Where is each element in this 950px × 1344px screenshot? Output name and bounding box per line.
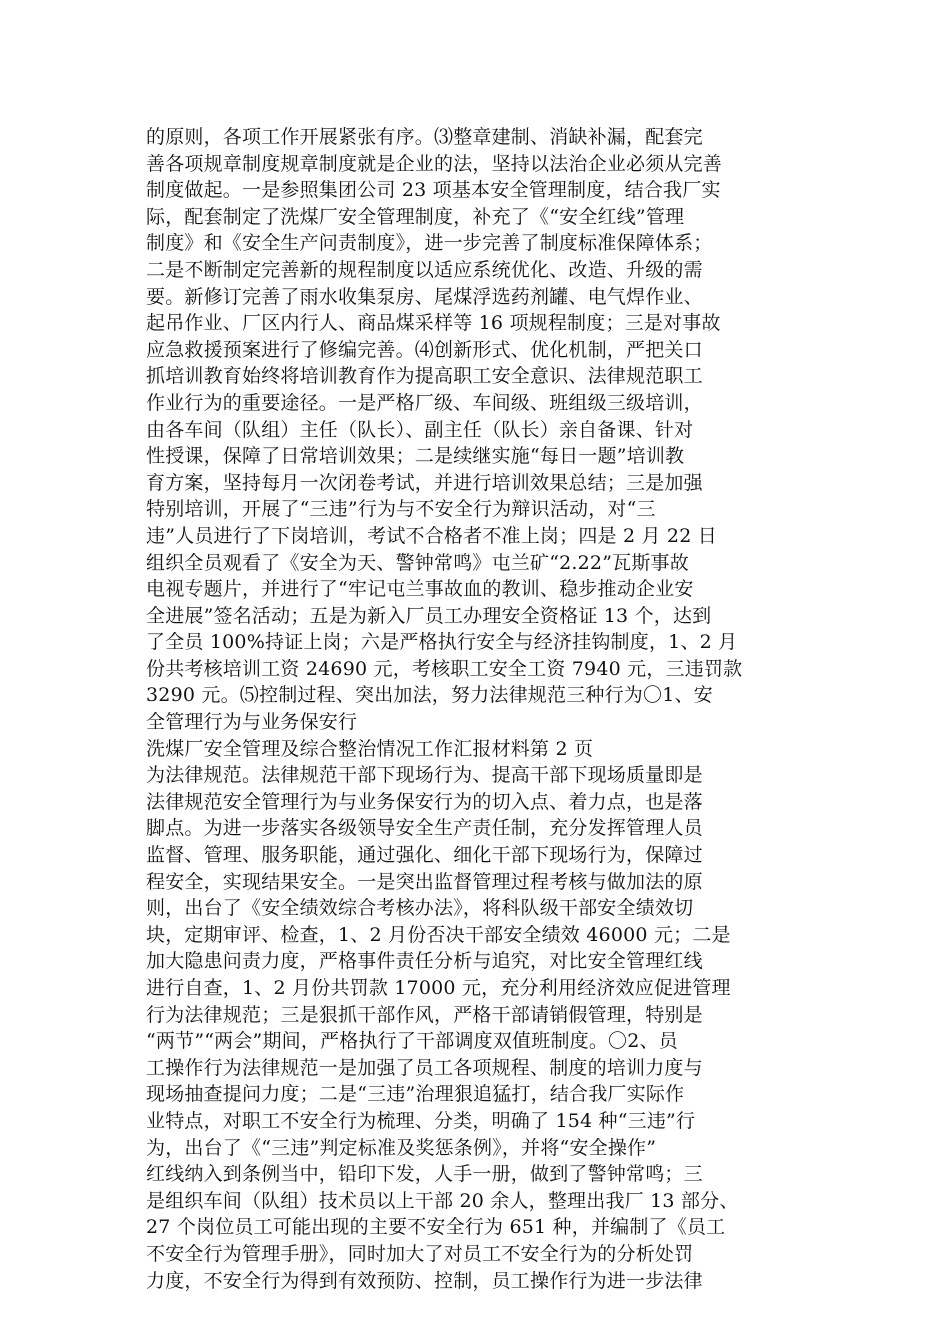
text-line: 作业行为的重要途径。一是严格厂级、车间级、班组级三级培训， (146, 391, 703, 414)
text-line: 洗煤厂安全管理及综合整治情况工作汇报材料第 2 页 (146, 737, 594, 760)
text-line: 块，定期审评、检查，1、2 月份否决干部安全绩效 46000 元；二是 (146, 923, 731, 946)
text-line: 进行自查，1、2 月份共罚款 17000 元，充分利用经济效应促进管理 (146, 977, 731, 999)
text-line: 程安全，实现结果安全。一是突出监督管理过程考核与做加法的原 (146, 870, 703, 893)
text-line: 由各车间（队组）主任（队长）、副主任（队长）亲自备课、针对 (146, 418, 694, 441)
text-line: 特别培训，开展了“三违”行为与不安全行为辩识活动，对“三 (146, 498, 656, 521)
text-line: 组织全员观看了《安全为天、警钟常鸣》屯兰矿“2.22”瓦斯事故 (146, 551, 689, 574)
text-line: 脚点。为进一步落实各级领导安全生产责任制，充分发挥管理人员 (146, 817, 703, 840)
text-line: 为法律规范。法律规范干部下现场行为、提高干部下现场质量即是 (146, 764, 703, 787)
text-line: 制度》和《安全生产问责制度》，进一步完善了制度标准保障体系； (146, 232, 713, 255)
text-line: “两节”“两会”期间，严格执行了干部调度双值班制度。〇2、员 (146, 1030, 678, 1053)
text-line: 则，出台了《安全绩效综合考核办法》，将科队级干部安全绩效切 (146, 897, 694, 920)
text-line: 制度做起。一是参照集团公司 23 项基本安全管理制度，结合我厂实 (146, 179, 721, 202)
text-line: 际，配套制定了洗煤厂安全管理制度，补充了《“安全红线”管理 (146, 205, 685, 228)
text-line: 善各项规章制度规章制度就是企业的法，坚持以法治企业必须从完善 (146, 152, 723, 175)
text-line: 要。新修订完善了雨水收集泵房、尾煤浮选药剂罐、电气焊作业、 (146, 285, 703, 308)
text-line: 法律规范安全管理行为与业务保安行为的切入点、着力点，也是落 (146, 790, 703, 813)
text-line: 的原则，各项工作开展紧张有序。⑶整章建制、消缺补漏，配套完 (146, 126, 703, 148)
text-line: 红线纳入到条例当中，铅印下发，人手一册，做到了警钟常鸣；三 (146, 1163, 703, 1186)
text-line: 起吊作业、厂区内行人、商品煤采样等 16 项规程制度；三是对事故 (146, 312, 721, 335)
text-line: 业特点，对职工不安全行为梳理、分类，明确了 154 种“三违”行 (146, 1109, 696, 1132)
text-line: 3290 元。⑸控制过程、突出加法，努力法律规范三种行为〇1、安 (146, 684, 713, 707)
text-line: 了全员 100%持证上岗；六是严格执行安全与经济挂钩制度，1、2 月 (146, 631, 738, 654)
text-line: 为，出台了《“三违”判定标准及奖惩条例》，并将“安全操作” (146, 1136, 657, 1159)
text-line: 电视专题片，并进行了“牢记屯兰事故血的教训、稳步推动企业安 (146, 578, 694, 601)
text-line: 全管理行为与业务保安行 (146, 711, 358, 734)
text-line: 育方案，坚持每月一次闭卷考试，并进行培训效果总结；三是加强 (146, 471, 703, 494)
text-line: 行为法律规范；三是狠抓干部作风，严格干部请销假管理，特别是 (146, 1003, 703, 1026)
text-line: 二是不断制定完善新的规程制度以适应系统优化、改造、升级的需 (146, 258, 703, 281)
text-line: 抓培训教育始终将培训教育作为提高职工安全意识、法律规范职工 (146, 365, 703, 388)
text-line: 监督、管理、服务职能，通过强化、细化干部下现场行为，保障过 (146, 844, 703, 867)
document-body (146, 124, 806, 1294)
text-line: 全进展”签名活动；五是为新入厂员工办理安全资格证 13 个，达到 (146, 604, 712, 627)
text-line: 工操作行为法律规范一是加强了员工各项规程、制度的培训力度与 (146, 1056, 703, 1079)
text-line: 现场抽查提问力度；二是“三违”治理狠追猛打，结合我厂实际作 (146, 1083, 685, 1106)
text-line: 性授课，保障了日常培训效果；二是续继实施“每日一题”培训教 (146, 445, 685, 468)
text-line: 力度，不安全行为得到有效预防、控制，员工操作行为进一步法律 (146, 1269, 703, 1292)
text-line: 应急救援预案进行了修编完善。⑷创新形式、优化机制，严把关口 (146, 338, 703, 361)
text-line: 是组织车间（队组）技术员以上干部 20 余人，整理出我厂 13 部分、 (146, 1189, 739, 1212)
text-line: 不安全行为管理手册》，同时加大了对员工不安全行为的分析处罚 (146, 1242, 694, 1265)
text-line: 27 个岗位员工可能出现的主要不安全行为 651 种，并编制了《员工 (146, 1216, 726, 1239)
text-line: 份共考核培训工资 24690 元，考核职工安全工资 7940 元，三违罚款 (146, 657, 743, 680)
text-line: 违”人员进行了下岗培训，考试不合格者不准上岗；四是 2 月 22 日 (146, 524, 717, 547)
text-line: 加大隐患问责力度，严格事件责任分析与追究，对比安全管理红线 (146, 950, 703, 973)
